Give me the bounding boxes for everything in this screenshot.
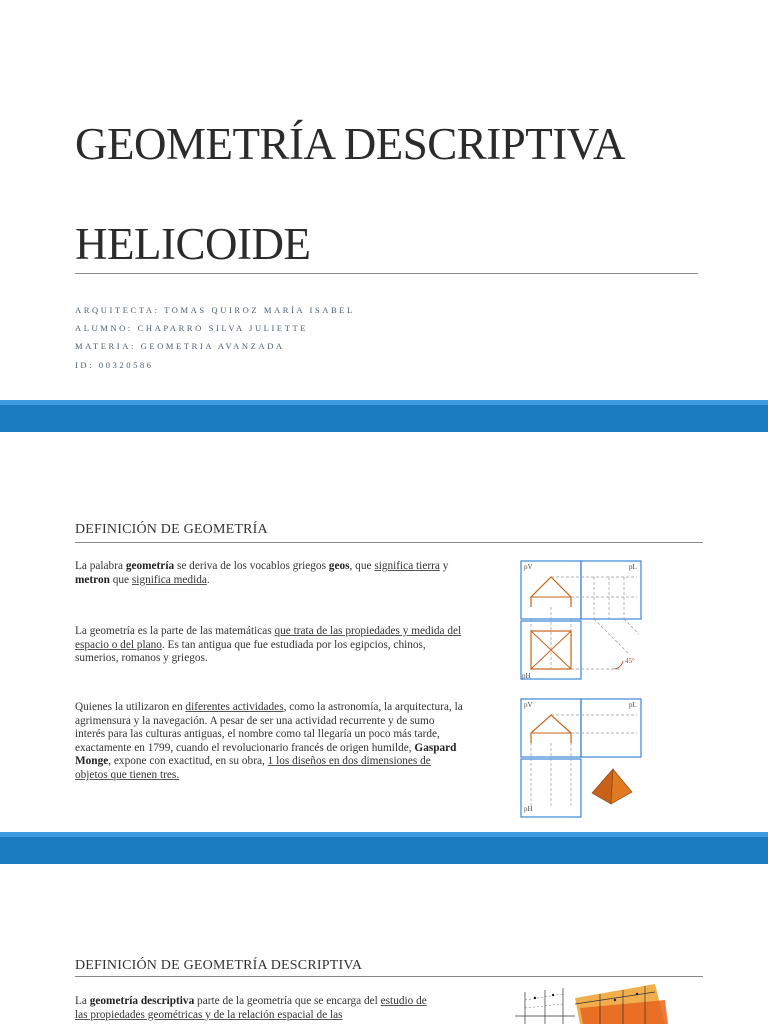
section-heading: DEFINICIÓN DE GEOMETRÍA DESCRIPTIVA [75,958,363,973]
projection-diagram-1 [519,559,645,683]
projection-diagram-2 [519,697,645,821]
text-link[interactable]: significa medida [131,573,207,586]
plane-label-ph: pH [524,805,533,813]
slide-divider-band [0,400,768,432]
paragraph: Quienes la utilizaron en diferentes actividades, como la astronomía, la arquitectura, la agrimensura y la navegación. A pesar de ser una actividad recurrente y de sumo interés para las culturas antiguas, el nombre como tal llegaría un poco más tarde, exactamente en 1799, cuando el revolucionario francés de origen humilde, Gaspard Monge, expone con exactitud, en su obra, 1 los diseños en dos dimensiones de objetos que tienen tres. [75,701,463,781]
title-divider [75,273,698,274]
plane-label-pl: pL [629,563,637,571]
text-link[interactable]: significa tierra [374,560,440,572]
text-link[interactable]: que trata de las propiedades y medida del espacio o del plano [75,625,462,651]
meta-subject: MATERIA: GEOMETRIA AVANZADA [75,341,285,351]
page-title: GEOMETRÍA DESCRIPTIVA [75,119,625,169]
text-link[interactable]: diferentes actividades [185,701,284,713]
section-divider [75,976,703,977]
section-heading: DEFINICIÓN DE GEOMETRÍA [75,522,268,537]
page-subtitle: HELICOIDE [75,219,311,269]
plane-label-pv: pV [524,563,533,571]
meta-student: ALUMNO: CHAPARRO SILVA JULIETTE [75,323,309,333]
plane-label-ph: pH [522,672,531,680]
meta-id: ID: 00320586 [75,360,154,370]
plane-label-pl: pL [629,701,637,709]
paragraph: La palabra geometría se deriva de los vocablos griegos geos, que significa tierra y metron que significa medida. [75,560,449,586]
section-divider [75,542,703,543]
pyramid-face-right [611,769,632,804]
angle-label: 45° [625,657,635,665]
descriptive-3d-diagram [505,978,670,1024]
text-link[interactable]: estudio de las propiedades geométricas y de la relación espacial de las [75,995,427,1021]
slide-divider-band [0,832,768,864]
meta-architect: ARQUITECTA: TOMAS QUIROZ MARÍA ISABEL [75,305,355,315]
plane-label-pv: pV [524,701,533,709]
pyramid-face-left [592,769,613,804]
text-link[interactable]: 1 los diseños en dos dimensiones de objetos que tienen tres. [75,755,431,781]
paragraph: La geometría descriptiva parte de la geometría que se encarga del estudio de las propiedades geométricas y de la relación espacial de las [75,995,427,1021]
paragraph: La geometría es la parte de las matemáticas que trata de las propiedades y medida del espacio o del plano. Es tan antigua que fue estudiada por los egipcios, chinos, sumerios, romanos y griegos. [75,625,462,665]
